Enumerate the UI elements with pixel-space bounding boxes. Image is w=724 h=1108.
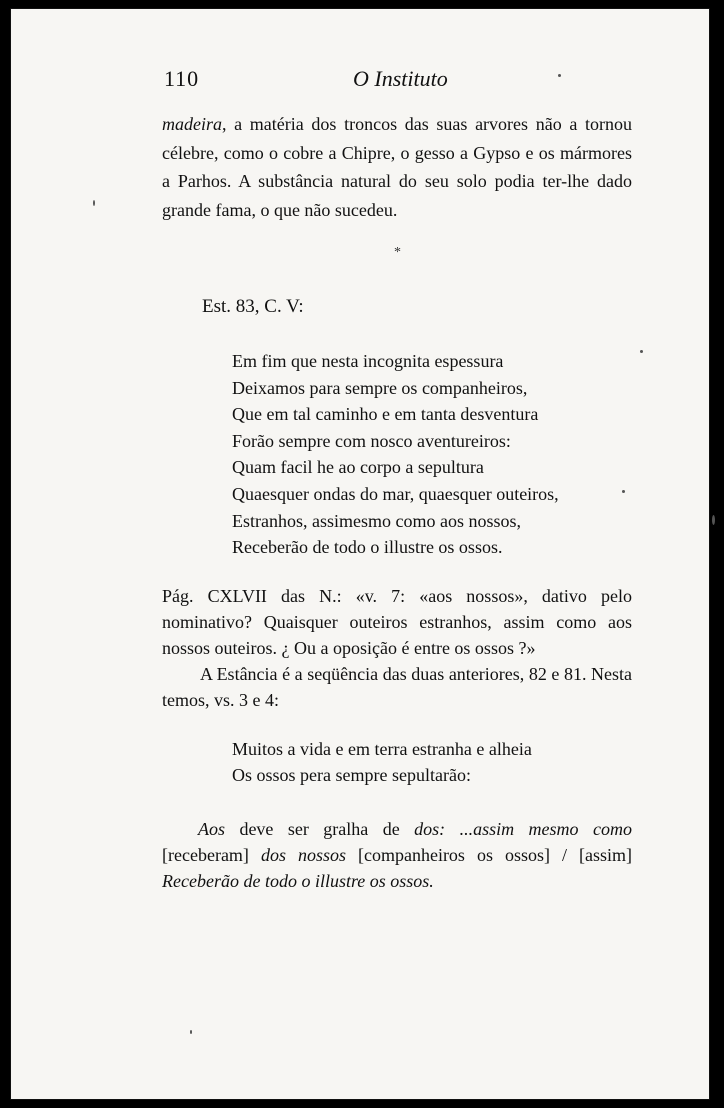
paragraph-4-part-7: Receberão de todo o illustre os ossos. xyxy=(162,871,434,891)
scan-speck xyxy=(640,350,643,353)
poem-line: Muitos a vida e em terra estranha e alheia xyxy=(232,739,532,759)
scan-speck xyxy=(558,74,561,77)
running-head: O Instituto xyxy=(353,66,448,91)
poem-line: Receberão de todo o illustre os ossos. xyxy=(232,537,503,558)
poem-line: Deixamos para sempre os companheiros, xyxy=(232,377,528,398)
poem-quote xyxy=(232,736,632,788)
scan-speck xyxy=(190,1030,192,1034)
poem-line: Em fim que nesta incognita espessura xyxy=(232,351,504,371)
paragraph-1 xyxy=(162,110,632,224)
poem-line: Que em tal caminho e em tanta desventura xyxy=(232,404,539,425)
paragraph-4 xyxy=(162,816,632,894)
paragraph-4-part-2: deve ser gralha de xyxy=(225,819,415,839)
poem-line: Estranhos, assimesmo como aos nossos, xyxy=(232,510,521,531)
poem-line: Os ossos pera sempre sepultarão: xyxy=(232,765,471,785)
poem-line: Quam facil he ao corpo a sepultura xyxy=(232,457,484,478)
paragraph-1-text: , a matéria dos troncos das suas arvores não a tornou célebre, como o cobre a Chipre, o gesso a Gypso e os mármores a Parhos. A substância natural do seu solo podia ter-lhe dado grande fama, o que não sucedeu. xyxy=(162,114,632,220)
paragraph-4-part-5: dos nossos xyxy=(260,845,346,865)
paragraph-4-part-4: [receberam] xyxy=(162,845,261,865)
scan-speck xyxy=(622,490,625,493)
page-number: 110 xyxy=(164,66,200,91)
stanza-reference: Est. 83, C. V: xyxy=(202,296,304,317)
paragraph-4-part-3: dos: ...assim mesmo como xyxy=(414,819,632,839)
poem-stanza-83 xyxy=(232,348,632,561)
paragraph-2: Pág. CXLVII das N.: «v. 7: «aos nossos», dativo pelo nominativo? Quaisquer outeiros estranhos, assim como aos nossos outeiros. ¿ Ou a oposição é entre os ossos ?» xyxy=(162,586,632,658)
poem-line: Quaesquer ondas do mar, quaesquer outeiros, xyxy=(232,483,559,504)
paragraph-4-part-1: Aos xyxy=(198,819,225,839)
scan-speck xyxy=(712,515,715,525)
paragraph-3: A Estância é a seqüência das duas anteriores, 82 e 81. Nesta temos, vs. 3 e 4: xyxy=(162,664,632,710)
page-header xyxy=(0,66,724,96)
section-ornament: * xyxy=(394,245,401,260)
scan-speck xyxy=(93,200,95,206)
paragraph-1-lead: madeira xyxy=(162,114,222,134)
paragraph-4-part-6: [companheiros os ossos] / [assim] xyxy=(345,845,632,865)
poem-line: Forão sempre com nosco aventureiros: xyxy=(232,430,511,451)
